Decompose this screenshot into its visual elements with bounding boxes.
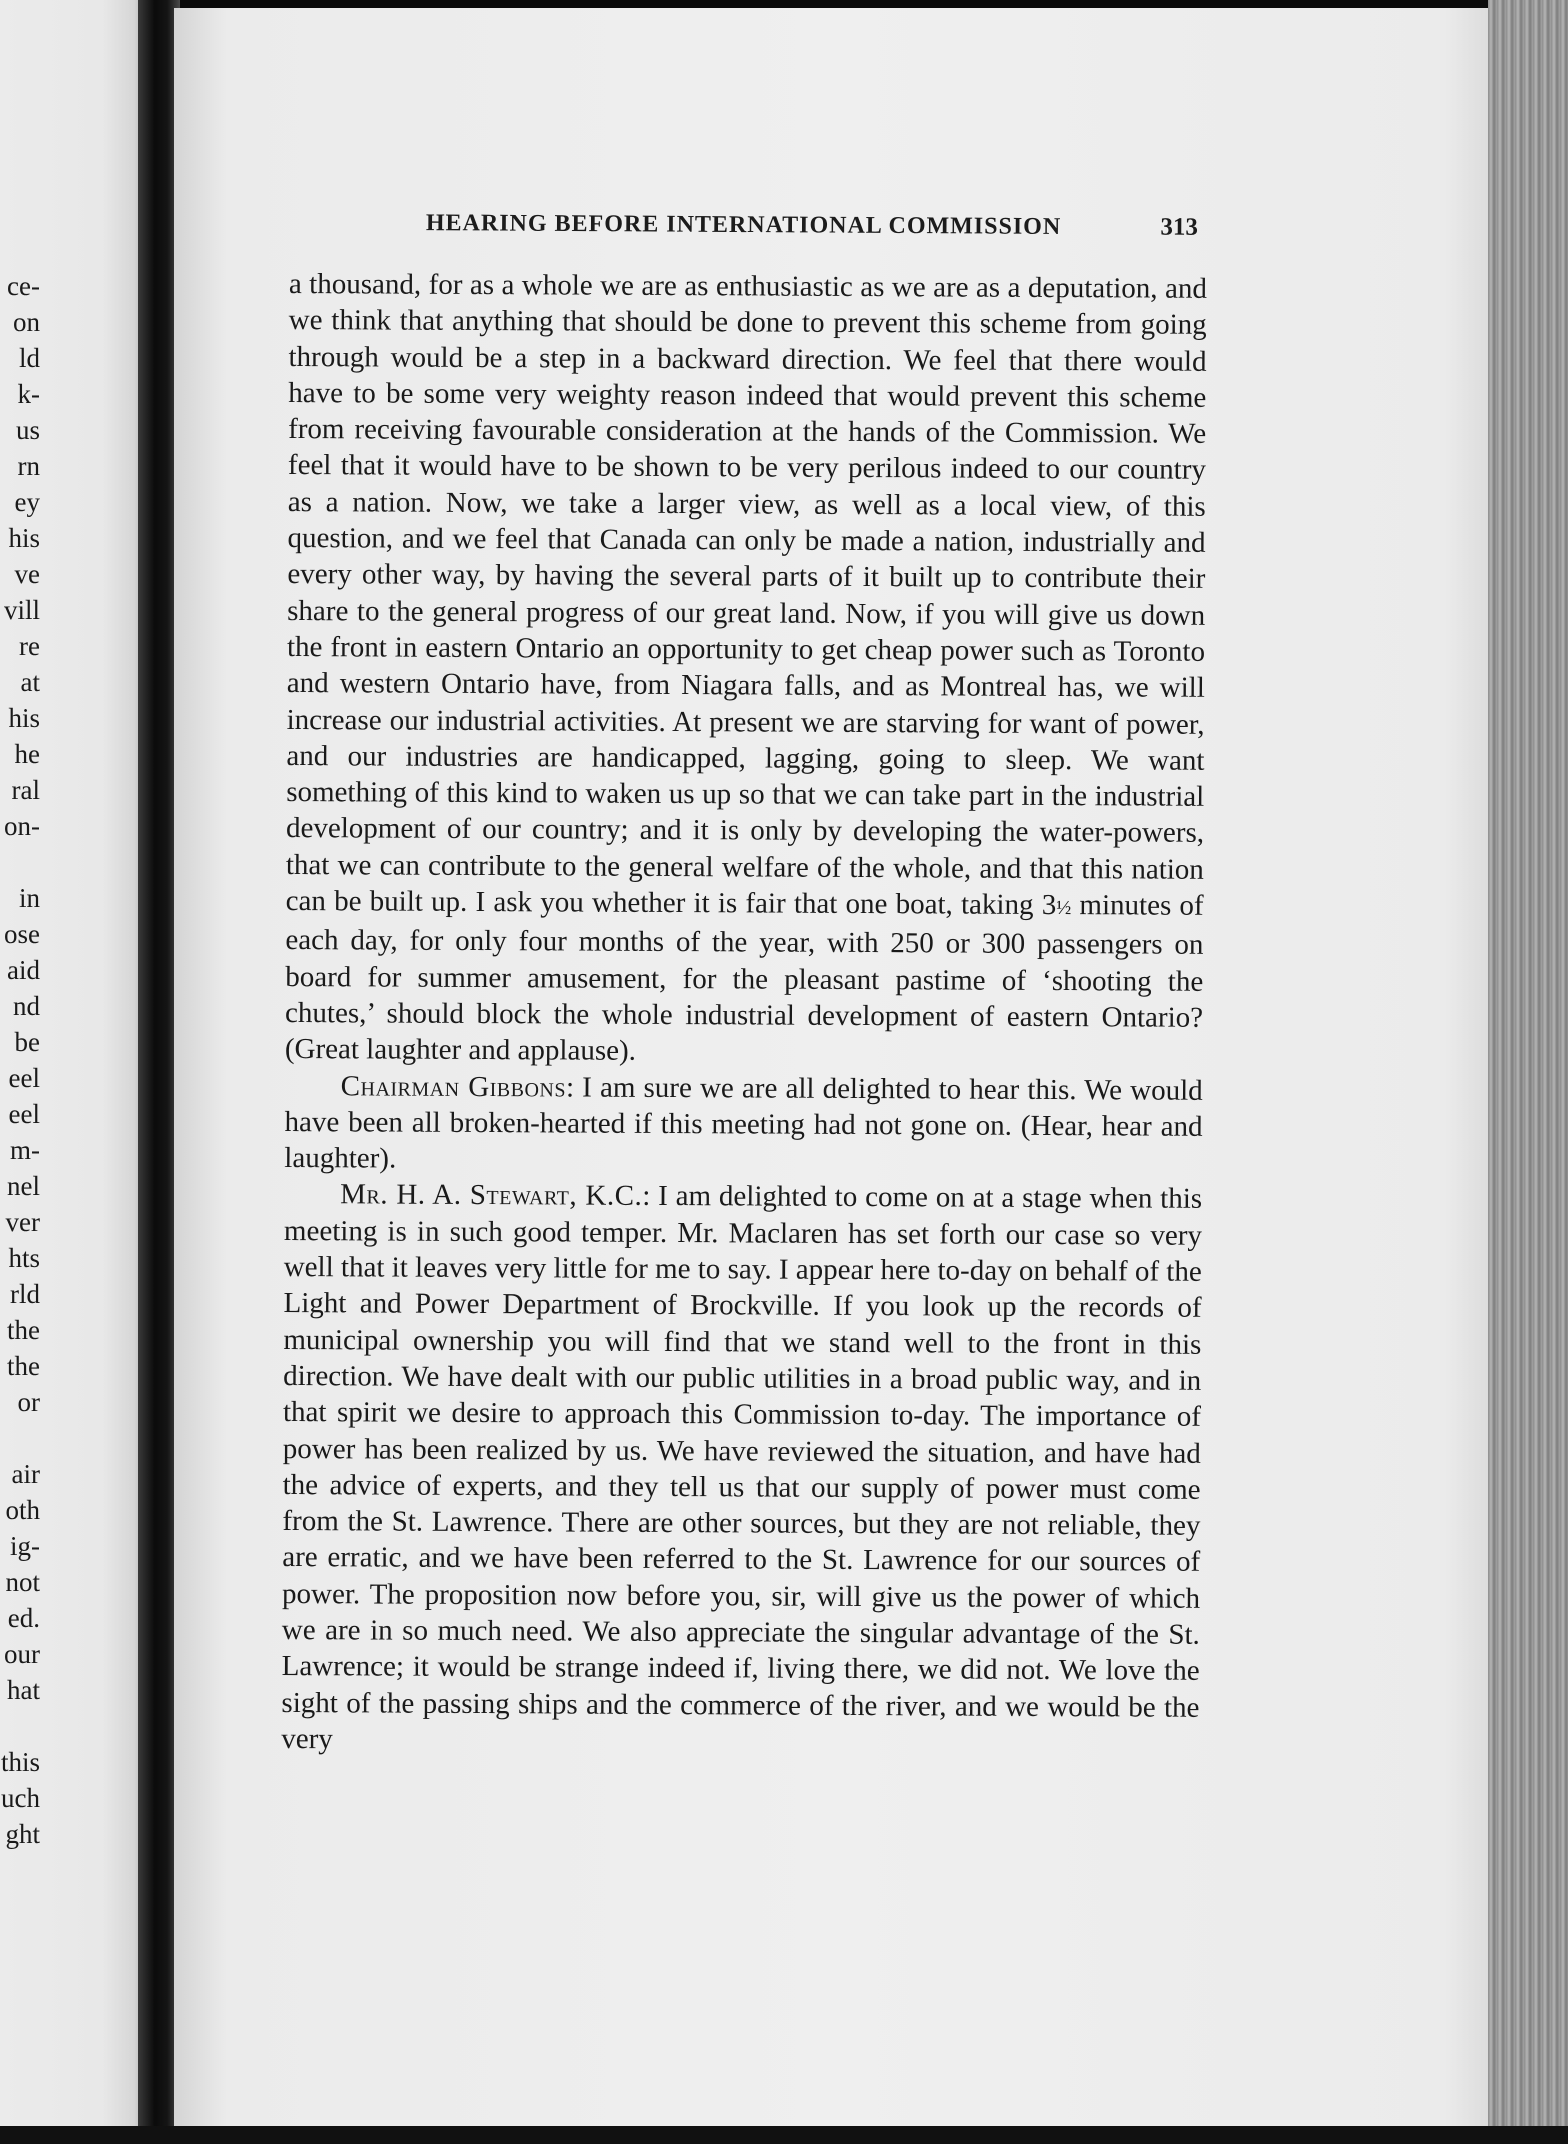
paragraph-text-end: minutes of each day, for only four months of the year, with 250 or 300 passengers on board for summer amusement, for the pleasant pastime of ‘shooting the chutes,’ should block the whole industrial development of eastern Ontario? (Great laughter and applause). [284, 889, 1204, 1068]
left-page-text-fragments [0, 268, 40, 1852]
left-page-fragment: aid [7, 955, 40, 985]
left-page-fragment: be [14, 1027, 40, 1057]
left-page-fragment: ve [14, 559, 40, 589]
scan-bottom-shadow [0, 2126, 1568, 2144]
speaker-name: Mr. H. A. Stewart, K.C. [340, 1178, 643, 1213]
left-page-fragment: nd [13, 991, 40, 1021]
running-head [248, 208, 1198, 242]
left-page-fragment: nel [7, 1171, 40, 1201]
left-page-fragment: ose [4, 919, 40, 949]
left-page [0, 0, 146, 2144]
left-page-fragment: ld [18, 343, 40, 373]
left-page-fragment: the [7, 1315, 40, 1345]
left-page-fragment [0, 1420, 40, 1456]
speaker-name: Chairman Gibbons [340, 1069, 567, 1103]
left-page-fragment: our [4, 1639, 40, 1669]
paragraph-chairman [284, 1068, 1203, 1182]
body-text [281, 266, 1207, 1762]
fraction-half: ½ [1056, 897, 1072, 920]
left-page-fragment: this [0, 1747, 40, 1777]
left-page-fragment: rn [17, 451, 40, 481]
paragraph-stewart [281, 1176, 1202, 1762]
running-head-title: HEARING BEFORE INTERNATIONAL COMMISSION [425, 210, 1062, 240]
left-page-fragment: in [18, 883, 40, 913]
page-edge-stack [1488, 0, 1568, 2144]
left-page-fragment: eel [8, 1063, 40, 1093]
paragraph-text: a thousand, for as a whole we are as enthusiastic as we are as a deputation, and we think that anything that should be done to prevent this scheme from going through would be a step in a backward direction. We feel that there would have to be some very weighty reason indeed that would prevent this scheme from receiving favourable consideration at the hands of the Commission. We feel that it would have to be shown to be very perilous indeed to our country as a nation. Now, we take a larger view, as well as a local view, of this question, and we feel that Canada can only be made a nation, industrially and every other way, by having the several parts of it built up to contribute their share to the general progress of our great land. Now, if you will give us down the front in eastern Ontario an opportunity to get cheap power such as Toronto and western Ontario have, from Niagara falls, and as Montreal has, we will increase our industrial activities. At present we are starving for want of power, and our industries are handicapped, lagging, going to sleep. We want something of this kind to waken us up so that we can take part in the industrial development of our country; and it is only by developing the water-powers, that we can contribute to the general welfare of the whole, and that this nation can be built up. I ask you whether it is fair that one boat, taking 3 [285, 267, 1207, 922]
left-page-fragment: air [11, 1459, 40, 1489]
left-page-fragment: not [5, 1567, 40, 1597]
left-page-fragment: or [17, 1387, 40, 1417]
paragraph-stewart-cont [285, 266, 1207, 1072]
left-page-fragment: the [7, 1351, 40, 1381]
left-page-fragment [0, 1708, 40, 1744]
left-page-fragment: uch [1, 1783, 40, 1813]
left-page-fragment: ce- [7, 271, 40, 301]
left-page-fragment: on [13, 307, 40, 337]
left-page-fragment: hat [7, 1675, 40, 1705]
left-page-fragment: oth [5, 1495, 40, 1525]
left-page-fragment: hts [8, 1243, 40, 1273]
left-page-fragment: at [20, 667, 40, 697]
left-page-fragment: ed. [7, 1603, 40, 1633]
left-page-fragment: rld [10, 1279, 40, 1309]
left-page-fragment: ey [14, 487, 40, 517]
left-page-fragment: re [19, 631, 40, 661]
left-page-fragment: ig- [10, 1531, 40, 1561]
page-number: 313 [1160, 213, 1198, 241]
paragraph-text: : I am delighted to come on at a stage when this meeting is in such good temper. Mr. Maclaren has set forth our case so very well that it leaves very little for me to say. I appear here to-day on behalf of the Light and Power Department of Brockville. If you look up the records of municipal ownership you will find that we stand well to the front in this direction. We have dealt with our public utilities in a broad public way, and in that spirit we desire to approach this Commission to-day. The importance of power has been realized by us. We have reviewed the situation, and have had the advice of experts, and they tell us that our supply of power must come from the St. Lawrence. There are other sources, but they are not reliable, they are erratic, and we have been referred to the St. Lawrence for our sources of power. The proposition now before you, sir, will give us the power of which we are in so much need. We also appreciate the singular advantage of the St. Lawrence; it would be strange indeed if, living there, we did not. We love the sight of the passing ships and the commerce of the river, and we would be the very [281, 1180, 1203, 1756]
left-page-fragment: his [8, 523, 40, 553]
left-page-fragment: ght [5, 1819, 40, 1849]
left-page-fragment: he [14, 739, 40, 769]
paragraph-text: : I am sure we are all delighted to hear this. We would have been all broken-hearted if this meeting had not gone on. (Hear, hear and laughter). [284, 1070, 1203, 1175]
left-page-fragment: on- [4, 811, 40, 841]
left-page-fragment: m- [10, 1135, 40, 1165]
left-page-fragment: k- [17, 379, 40, 409]
left-page-fragment: ral [11, 775, 40, 805]
left-page-fragment: eel [8, 1099, 40, 1129]
left-page-fragment: ver [5, 1207, 40, 1237]
left-page-fragment: his [8, 703, 40, 733]
left-page-fragment: us [15, 415, 40, 445]
left-page-fragment [0, 844, 40, 880]
left-page-fragment: vill [3, 595, 40, 625]
